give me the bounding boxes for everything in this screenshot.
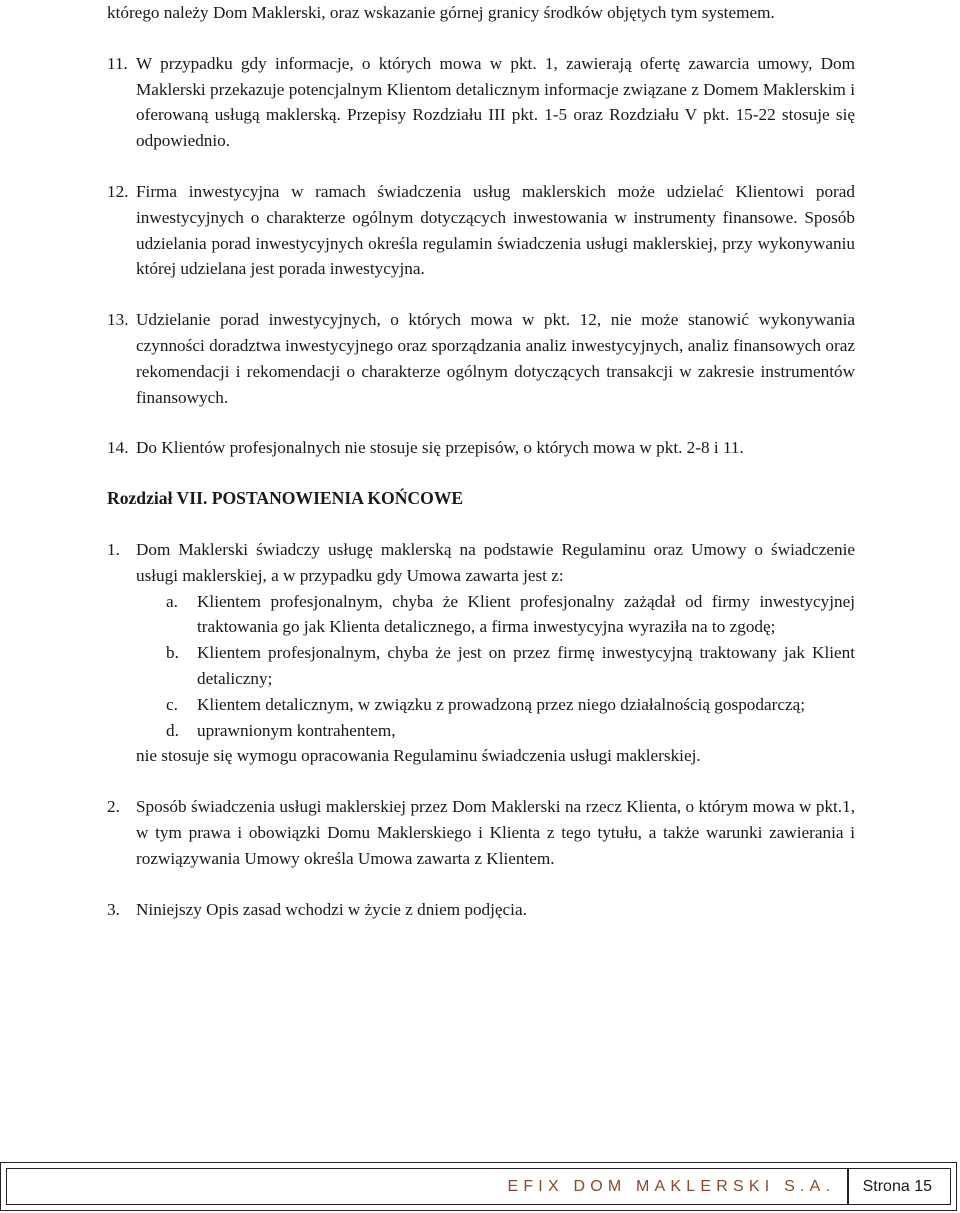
paragraph-text: Firma inwestycyjna w ramach świadczenia usług maklerskich może udzielać Klientowi porad inwestycyjnych o charakterze ogólnym dotyczących inwestowania w instrumenty finansowe. Sposób udzielania porad inwestycyjnych określa regulamin świadczenia usługi maklerskiej, przy wykonywaniu której udzielana jest porada inwestycyjna. — [136, 181, 855, 279]
subitem-a — [166, 589, 855, 641]
final-item-1 — [107, 537, 855, 589]
page-footer — [0, 1162, 957, 1211]
paragraph-text: Udzielanie porad inwestycyjnych, o których mowa w pkt. 12, nie może stanowić wykonywania czynności doradztwa inwestycyjnego oraz sporządzania analiz inwestycyjnych, analiz finansowych oraz rekomendacji i rekomendacji o charakterze ogólnym dotyczących transakcji w zakresie instrumentów finansowych. — [136, 310, 855, 407]
subitem-text: Klientem detalicznym, w związku z prowadzoną przez niego działalnością gospodarczą; — [197, 694, 805, 714]
subitem-letter: c. — [166, 694, 178, 714]
item-text: Dom Maklerski świadczy usługę maklerską na podstawie Regulaminu oraz Umowy o świadczenie usługi maklerskiej, a w przypadku gdy Umowa zawarta jest z: — [136, 539, 855, 585]
item-text: Sposób świadczenia usługi maklerskiej przez Dom Maklerski na rzecz Klienta, o którym mowa w pkt.1, w tym prawa i obowiązki Domu Maklerskiego i Klienta z tego tytułu, a także warunki zawierania i rozwiązywania Umowy określa Umowa zawarta z Klientem. — [136, 797, 855, 868]
subitem-letter: b. — [166, 643, 179, 663]
continuation-text: którego należy Dom Maklerski, oraz wskazanie górnej granicy środków objętych tym systemem. — [107, 3, 775, 22]
subitem-text: uprawnionym kontrahentem, — [197, 720, 396, 740]
paragraph-12 — [107, 179, 855, 282]
subitem-text: Klientem profesjonalnym, chyba że Klient profesjonalny zażądał od firmy inwestycyjnej traktowania go jak Klienta detalicznego, a firma inwestycyjna wyraziła na to zgodę; — [197, 591, 855, 637]
page-number: Strona 15 — [862, 1177, 932, 1195]
subitem-letter: d. — [166, 720, 179, 740]
paragraph-text: W przypadku gdy informacje, o których mowa w pkt. 1, zawierają ofertę zawarcia umowy, Dom Maklerski przekazuje potencjalnym Klientom detalicznym informacje związane z Domem Maklerskim i oferowaną usługą maklerską. Przepisy Rozdziału III pkt. 1-5 oraz Rozdziału V pkt. 15-22 stosuje się odpowiednio. — [136, 53, 855, 151]
paragraph-11 — [107, 51, 855, 154]
paragraph-number: 11. — [107, 53, 128, 73]
paragraph-number: 13. — [107, 310, 129, 330]
item-number: 3. — [107, 899, 120, 919]
final-item-3 — [107, 897, 855, 923]
paragraph-number: 14. — [107, 438, 129, 458]
document-body — [107, 0, 855, 922]
chapter-title: Rozdział VII. POSTANOWIENIA KOŃCOWE — [107, 488, 464, 509]
item-trailing-text: nie stosuje się wymogu opracowania Regulaminu świadczenia usługi maklerskiej. — [136, 746, 701, 766]
paragraph-text: Do Klientów profesjonalnych nie stosuje się przepisów, o których mowa w pkt. 2-8 i 11. — [136, 438, 744, 458]
paragraph-14 — [107, 435, 855, 461]
subitem-letter: a. — [166, 591, 178, 611]
footer-inner-frame — [6, 1168, 951, 1205]
subitem-b — [166, 640, 855, 692]
item-number: 2. — [107, 797, 120, 817]
final-item-2 — [107, 794, 855, 871]
footer-company-name: EFIX DOM MAKLERSKI S.A. — [507, 1177, 836, 1195]
subitem-d — [166, 718, 855, 744]
item-number: 1. — [107, 539, 120, 559]
item-text: Niniejszy Opis zasad wchodzi w życie z dniem podjęcia. — [136, 899, 527, 919]
subitem-text: Klientem profesjonalnym, chyba że jest on przez firmę inwestycyjną traktowany jak Klient detaliczny; — [197, 643, 855, 688]
subitem-c — [166, 692, 855, 718]
paragraph-13 — [107, 307, 855, 410]
paragraph-number: 12. — [107, 181, 129, 201]
